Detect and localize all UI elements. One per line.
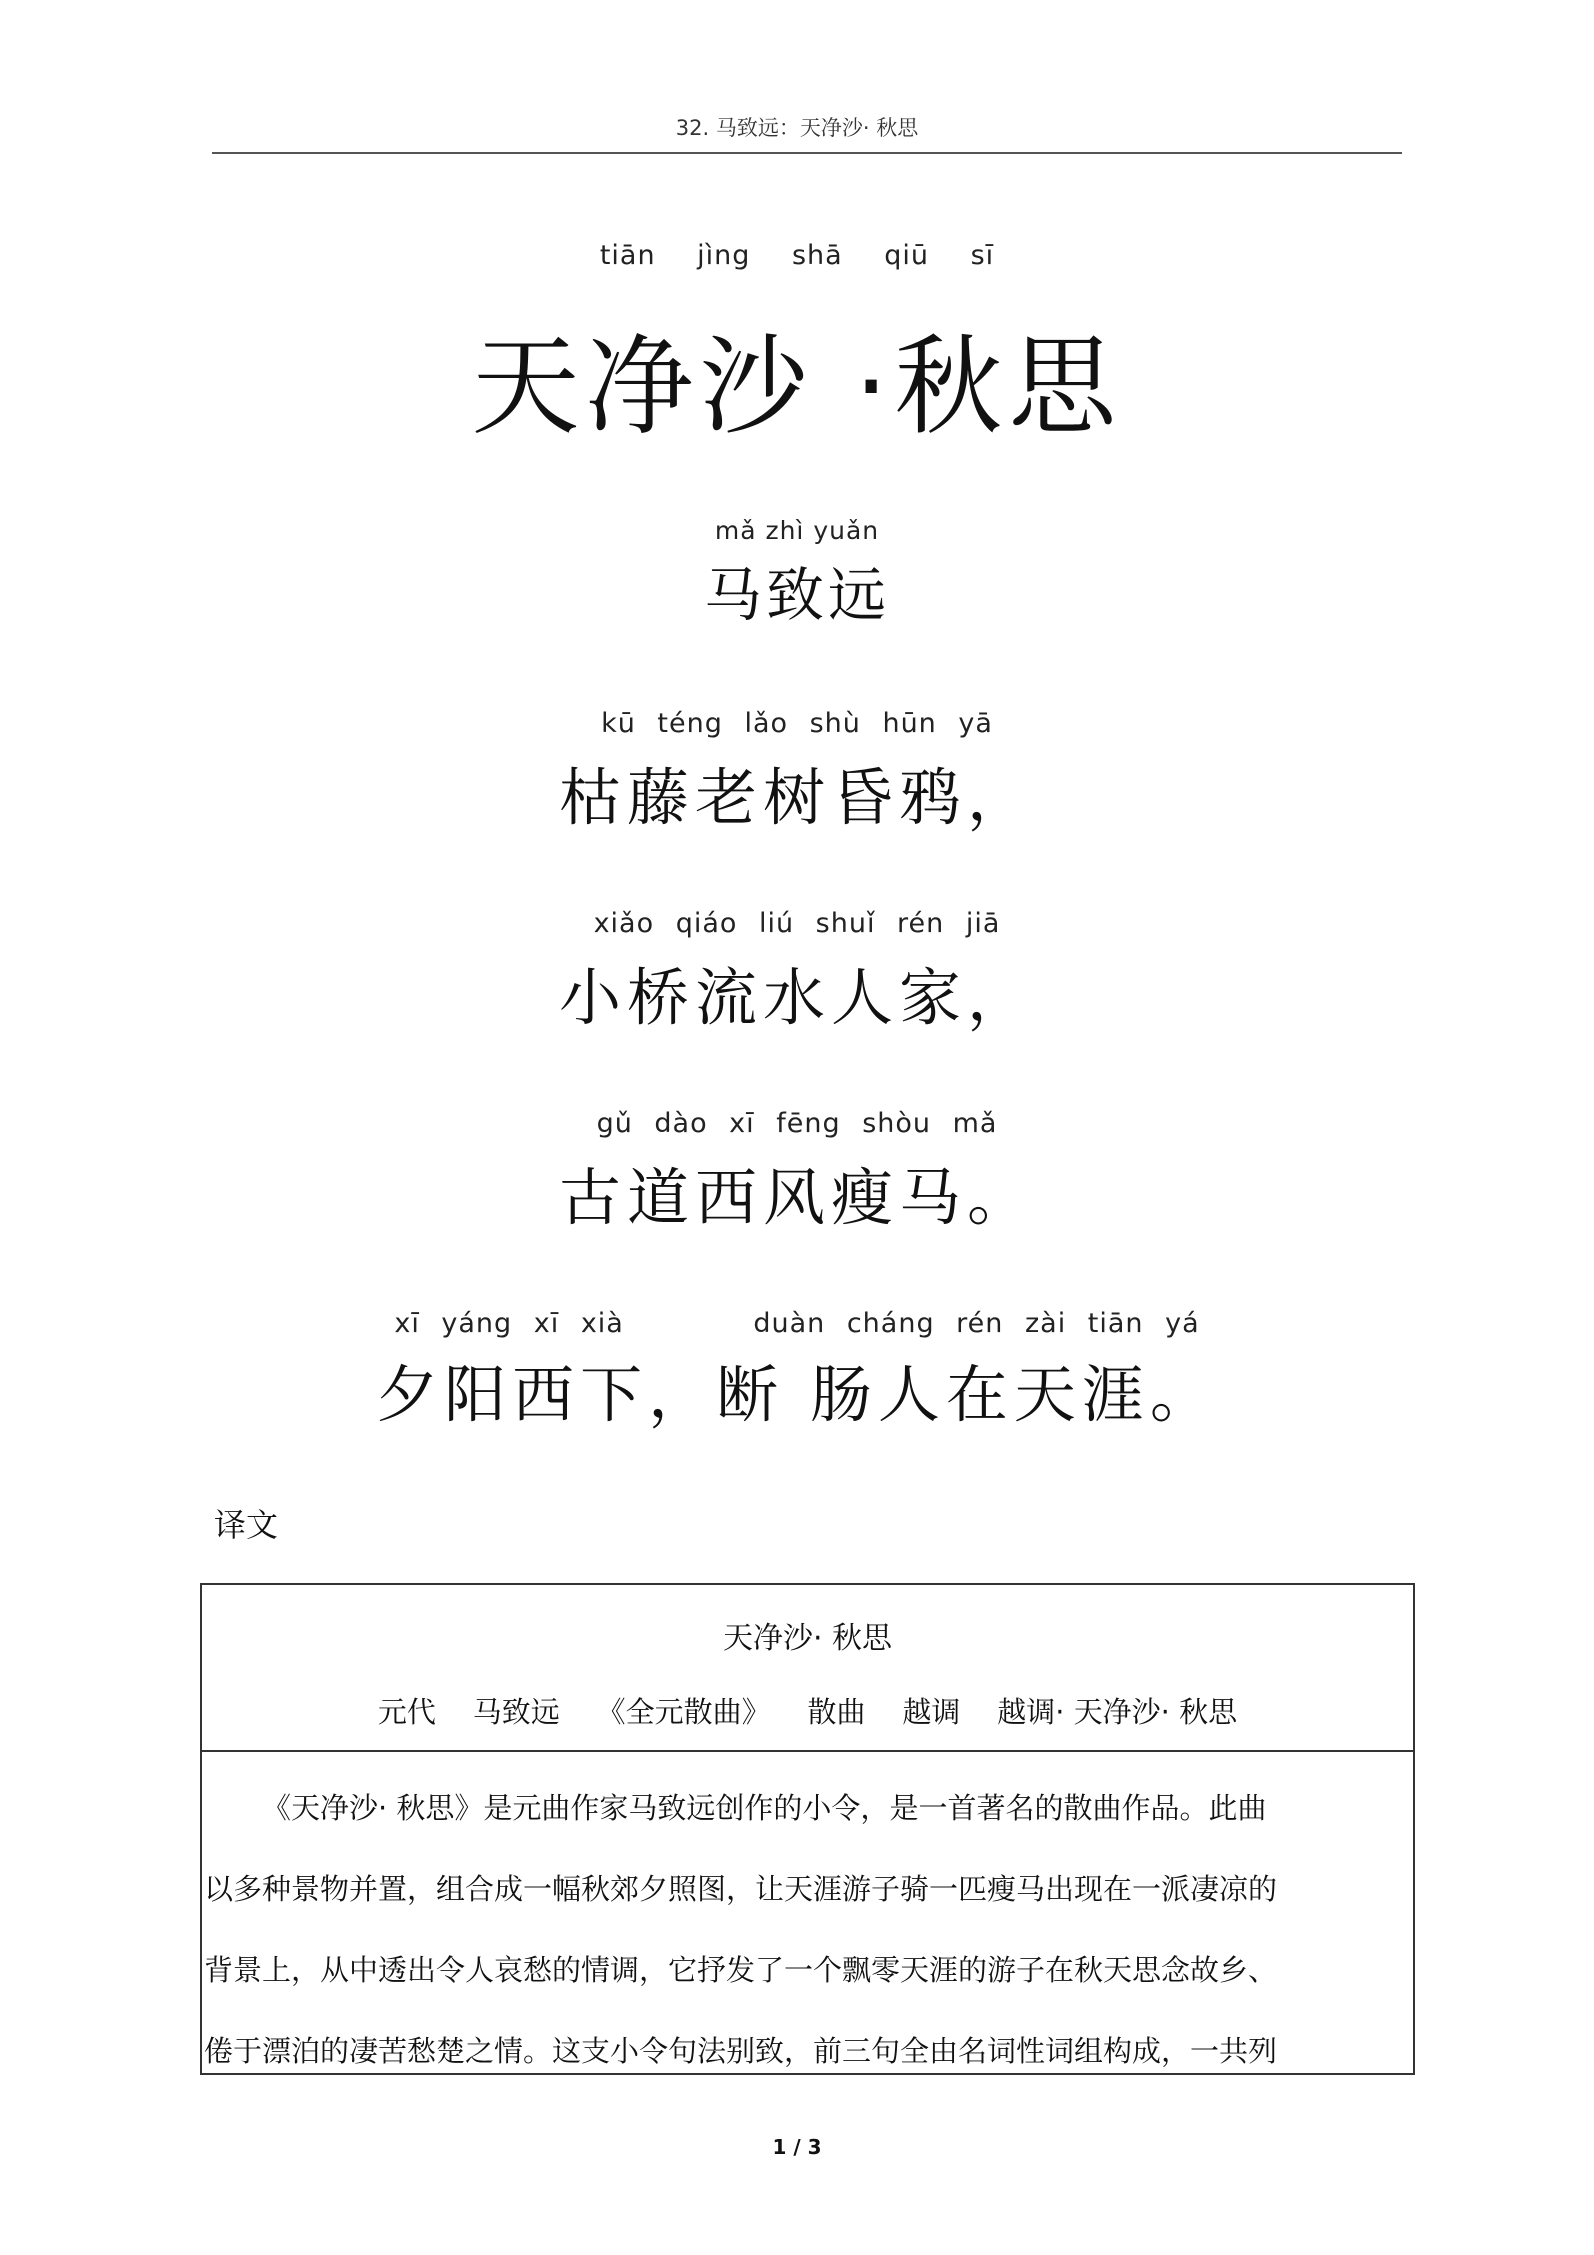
author-pinyin: mǎ zhì yuǎn [714,516,880,545]
line-1-text: 枯藤老树昏鸦， [558,761,1035,834]
page-number: 1 / 3 [772,2135,822,2159]
line-3-text: 古道西风瘦马。 [558,1161,1035,1234]
paragraph-line: 倦于漂泊的凄苦愁楚之情。这支小令句法别致，前三句全由名词性词组构成，一共列 [204,2034,1278,2068]
paragraph-line: 以多种景物并置，组合成一幅秋郊夕照图，让天涯游子骑一匹瘦马出现在一派凄凉的 [204,1872,1278,1906]
line-3-pinyin: gǔ dào xī fēng shòu mǎ [596,1108,998,1139]
title-pinyin: tiān jìng shā qiū sī [599,240,995,271]
box-title: 天净沙· 秋思 [722,1621,893,1656]
translation-heading: 译文 [214,1506,279,1544]
paragraph-line: 背景上，从中透出令人哀愁的情调，它抒发了一个飘零天涯的游子在秋天思念故乡、 [204,1953,1278,1987]
line-4-text: 夕阳西下，断 肠人在天涯。 [376,1358,1218,1431]
page-header: 32. 马致远：天净沙· 秋思 [675,116,919,140]
line-2-pinyin: xiǎo qiáo liú shuǐ rén jiā [593,908,1001,939]
poem-author: 马致远 [703,561,890,629]
box-meta: 元代 马致远 《全元散曲》 散曲 越调 越调· 天净沙· 秋思 [377,1695,1238,1729]
poem-title: 天净沙 ·秋思 [471,325,1123,450]
translation-paragraph [204,1768,1403,2092]
line-4-pinyin: xī yáng xī xià duàn cháng rén zài tiān yá [394,1308,1200,1339]
line-1-pinyin: kū téng lǎo shù hūn yā [601,708,993,739]
translation-box [200,1583,1415,2075]
header-rule [212,152,1402,154]
line-2-text: 小桥流水人家， [558,961,1035,1034]
paragraph-line: 《天净沙· 秋思》是元曲作家马致远创作的小令，是一首著名的散曲作品。此曲 [262,1791,1267,1825]
box-divider [202,1750,1413,1752]
